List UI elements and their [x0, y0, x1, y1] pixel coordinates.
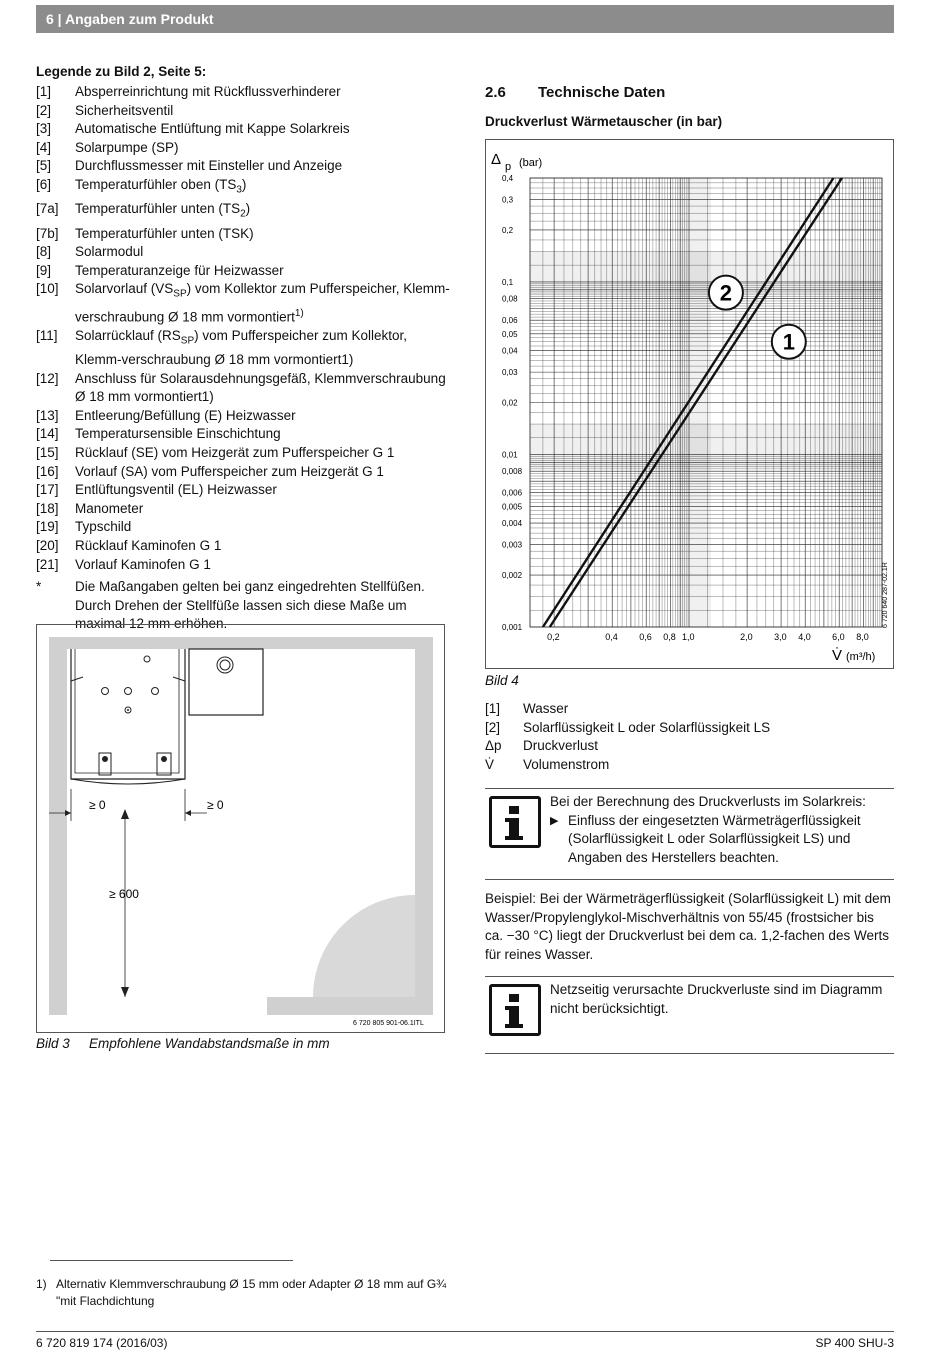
- legend-item-number: [3]: [36, 121, 52, 137]
- figure-4-legend-key: [1]: [485, 701, 501, 716]
- chart-y-tick-label: 0,06: [502, 316, 518, 326]
- legend-item: [36, 102, 456, 121]
- chart-y-axis-subscript: p: [505, 161, 512, 173]
- footnote-text: Alternativ Klemmverschraubung Ø 15 mm oder Adapter Ø 18 mm auf G¾ "mit Flachdichtung: [56, 1277, 447, 1308]
- legend-item: [36, 176, 456, 200]
- figure-3-caption-number: Bild 3: [36, 1036, 70, 1051]
- legend-item-number: [12]: [36, 370, 59, 386]
- legend-item: [36, 537, 456, 556]
- legend-note-mark: *: [36, 579, 42, 595]
- figure-3-code: 6 720 805 901-06.1ITL: [353, 1020, 424, 1027]
- chart-y-tick-label: 0,1: [502, 277, 514, 287]
- chart-grid-band: [677, 178, 711, 627]
- legend-item-text: Vorlauf Kaminofen G 1: [75, 556, 211, 572]
- info-intro-text: Bei der Berechnung des Druckverlusts im Solarkreis:: [550, 794, 866, 809]
- legend-item: [36, 200, 456, 224]
- chart-y-tick-label: 0,04: [502, 346, 518, 356]
- chart-x-tick-label: 0,8: [663, 632, 676, 642]
- figure-4-legend: [485, 700, 770, 774]
- footnote-mark: 1): [36, 1277, 47, 1291]
- legend-item-number: [18]: [36, 500, 59, 516]
- footnote-separator: [50, 1260, 293, 1261]
- chart-x-tick-label: 0,2: [547, 632, 560, 642]
- info-box-network-losses: [485, 976, 894, 1054]
- legend-item-text: Solarpumpe (SP): [75, 139, 179, 155]
- legend-item-number: [10]: [36, 281, 59, 297]
- bullet-triangle-icon: ▶: [550, 814, 559, 827]
- dim-left-label: ≥ 0: [89, 798, 106, 812]
- info-icon: [489, 796, 541, 848]
- footer-separator: [36, 1331, 894, 1332]
- legend-item-text: Rücklauf Kaminofen G 1: [75, 537, 222, 553]
- chart-series-label: 1: [782, 329, 795, 355]
- legend-item-number: [17]: [36, 482, 59, 498]
- legend-item: [36, 500, 456, 519]
- legend-item-number: [19]: [36, 519, 59, 535]
- legend-item-number: [4]: [36, 139, 52, 155]
- page-header: [36, 5, 894, 33]
- chart-y-tick-label: 0,006: [502, 488, 523, 498]
- legend-item-number: [6]: [36, 176, 52, 192]
- legend-item: [36, 243, 456, 262]
- info-network-text: Netzseitig verursachte Druckverluste sind im Diagramm nicht berücksichtigt.: [550, 982, 883, 1016]
- section-title: Technische Daten: [538, 84, 666, 101]
- figure-4-legend-value: Wasser: [523, 701, 569, 716]
- legend-title: Legende zu Bild 2, Seite 5:: [36, 64, 207, 79]
- chart-y-tick-label: 0,2: [502, 225, 514, 235]
- legend-item-number: [8]: [36, 244, 52, 260]
- legend-item: [36, 120, 456, 139]
- chart-x-tick-label: 3,0: [774, 632, 787, 642]
- chart-subtitle: Druckverlust Wärmetauscher (in bar): [485, 114, 723, 129]
- figure-4-legend-item: [485, 700, 770, 719]
- legend-item-number: [20]: [36, 537, 59, 553]
- legend-item: [36, 518, 456, 537]
- legend-item-number: [9]: [36, 262, 52, 278]
- legend-item-text: Automatische Entlüftung mit Kappe Solarkreis: [75, 121, 350, 137]
- section-number: 2.6: [485, 84, 506, 101]
- chart-y-tick-label: 0,001: [502, 623, 523, 632]
- legend-item-text: Temperatursensible Einschichtung: [75, 426, 281, 442]
- legend-item-text: Absperreinrichtung mit Rückflussverhinderer: [75, 84, 341, 99]
- figure-4-legend-key: [2]: [485, 719, 501, 735]
- legend-item-text: Temperaturfühler unten (TSK): [75, 225, 254, 241]
- legend-item-text: Solarrücklauf $(RS_{SP})$ vom Pufferspeicher zum Kollektor, Klemm-verschraubung Ø 18 mm vormontiert1): [75, 327, 407, 367]
- legend-item-text: Anschluss für Solarausdehnungsgefäß, Klemmverschraubung Ø 18 mm vormontiert1): [75, 370, 446, 405]
- figure-4-legend-item: [485, 719, 770, 738]
- legend-item: [36, 370, 456, 407]
- figure-3-wall-distance: [36, 624, 445, 1033]
- legend-item-text: Temperaturanzeige für Heizwasser: [75, 262, 284, 278]
- figure-4-legend-key: V̇: [485, 756, 495, 772]
- legend-list: [36, 83, 456, 634]
- legend-item-text: Sicherheitsventil: [75, 102, 174, 118]
- legend-item: [36, 463, 456, 482]
- chart-x-axis-unit: (m³/h): [846, 651, 876, 663]
- legend-item-number: [14]: [36, 426, 59, 442]
- info-icon: [489, 984, 541, 1036]
- chart-y-tick-label: 0,03: [502, 368, 518, 378]
- info-bullet: [550, 812, 894, 868]
- figure-4-legend-value: Druckverlust: [523, 738, 599, 754]
- legend-item-number: [13]: [36, 407, 59, 423]
- chart-y-tick-label: 0,02: [502, 398, 518, 408]
- footer-product-name: SP 400 SHU-3: [815, 1336, 894, 1350]
- legend-item-text: Manometer: [75, 500, 144, 516]
- legend-item-number: [2]: [36, 102, 52, 118]
- footnote: [36, 1276, 466, 1309]
- chart-drawing-code: 6 720 640 287-02.1R: [882, 562, 889, 628]
- chart-y-tick-label: 0,004: [502, 519, 523, 529]
- chart-series-label: 2: [719, 280, 733, 306]
- figure-4-legend-value: Volumenstrom: [523, 756, 610, 772]
- legend-item-number: [7a]: [36, 201, 59, 217]
- chart-y-tick-label: 0,005: [502, 502, 523, 512]
- legend-item: [36, 157, 456, 176]
- chart-y-axis-unit: (bar): [519, 157, 543, 169]
- dim-front-label: ≥ 600: [109, 887, 139, 901]
- chart-x-tick-label: 1,0: [682, 632, 695, 642]
- chart-x-tick-label: 0,6: [639, 632, 652, 642]
- legend-item-text: Vorlauf (SA) vom Pufferspeicher zum Heizgerät G 1: [75, 463, 384, 479]
- legend-item-number: [1]: [36, 84, 52, 99]
- figure-4-legend-value: Solarflüssigkeit L oder Solarflüssigkeit LS: [523, 719, 771, 735]
- legend-item-number: [5]: [36, 158, 52, 174]
- chart-y-tick-label: 0,3: [502, 195, 514, 205]
- pressure-loss-chart: [485, 139, 894, 669]
- legend-item: [36, 262, 456, 281]
- legend-item: [36, 425, 456, 444]
- legend-item-number: [7b]: [36, 225, 59, 241]
- legend-item: [36, 139, 456, 158]
- legend-item-number: [11]: [36, 327, 58, 343]
- pressure-loss-chart-svg: [486, 140, 893, 668]
- figure-4-caption: Bild 4: [485, 673, 519, 688]
- chart-y-tick-label: 0,4: [502, 174, 514, 183]
- legend-item-text: Durchflussmesser mit Einsteller und Anzeige: [75, 158, 343, 174]
- legend-item-number: [16]: [36, 463, 59, 479]
- legend-item: [36, 83, 456, 102]
- chart-y-tick-label: 0,003: [502, 540, 523, 550]
- dim-right-label: ≥ 0: [207, 798, 224, 812]
- wall-distance-drawing: [37, 625, 446, 1034]
- legend-item: [36, 225, 456, 244]
- chart-x-tick-label: 6,0: [832, 632, 845, 642]
- chart-y-tick-label: 0,08: [502, 294, 518, 304]
- legend-item: [36, 481, 456, 500]
- figure-4-legend-item: [485, 737, 770, 756]
- page-header-label: 6 | Angaben zum Produkt: [46, 11, 214, 27]
- chart-x-tick-label: 8,0: [856, 632, 869, 642]
- footer-document-number: 6 720 819 174 (2016/03): [36, 1336, 168, 1350]
- legend-item-text: Typschild: [75, 519, 132, 535]
- legend-item: [36, 327, 456, 370]
- legend-item: [36, 280, 456, 326]
- figure-4-legend-item: [485, 756, 770, 775]
- legend-item: [36, 407, 456, 426]
- chart-y-tick-label: 0,008: [502, 467, 523, 477]
- section-heading: [485, 84, 665, 101]
- chart-y-tick-label: 0,05: [502, 329, 518, 339]
- legend-item-text: Entlüftungsventil (EL) Heizwasser: [75, 482, 277, 498]
- chart-y-tick-label: 0,002: [502, 571, 523, 581]
- legend-item-text: Solarmodul: [75, 244, 144, 260]
- legend-item: [36, 556, 456, 575]
- legend-note-text: Die Maßangaben gelten bei ganz eingedrehten Stellfüßen. Durch Drehen der Stellfüße lassen sich diese Maße um maximal 12 mm erhöhen.: [75, 579, 425, 632]
- legend-item-text: Entleerung/Befüllung (E) Heizwasser: [75, 407, 296, 423]
- legend-item-text: Rücklauf (SE) vom Heizgerät zum Pufferspeicher G 1: [75, 444, 395, 460]
- chart-x-tick-label: 4,0: [798, 632, 811, 642]
- info-bullet-text: Einfluss der eingesetzten Wärmeträgerflüssigkeit (Solarflüssigkeit L oder Solarflüssigkeit LS) und Angaben des Herstellers beachten.: [568, 812, 861, 865]
- figure-3-caption-text: Empfohlene Wandabstandsmaße in mm: [89, 1036, 330, 1051]
- chart-y-axis-symbol: Δ: [491, 151, 502, 168]
- chart-x-tick-label: 0,4: [605, 632, 618, 642]
- figure-4-legend-key: Δp: [485, 738, 502, 754]
- legend-item-number: [21]: [36, 556, 59, 572]
- legend-item: [36, 444, 456, 463]
- example-paragraph: Beispiel: Bei der Wärmeträgerflüssigkeit (Solarflüssigkeit L) mit dem Wasser/Propylenglykol-Mischverhältnis von 55/45 (frostsicher bis ca. −30 °C) liegt der Druckverlust bei dem ca. 1,2-fachen des Werts für reines Wasser.: [485, 891, 891, 962]
- legend-item-number: [15]: [36, 444, 59, 460]
- chart-y-tick-label: 0,01: [502, 450, 518, 460]
- info-box-solar-circuit: [485, 788, 894, 880]
- chart-x-tick-label: 2,0: [740, 632, 753, 642]
- legend-item-text: Solarvorlauf $(VS_{SP})$ vom Kollektor zum Pufferspeicher, Klemm-verschraubung Ø 18 mm vormontiert$^{1)}$: [75, 281, 450, 325]
- legend-item-text: Temperaturfühler unten $(TS_2)$: [75, 201, 251, 220]
- legend-item-text: Temperaturfühler oben $(TS_3)$: [75, 176, 247, 196]
- chart-x-axis-symbol: V̇: [832, 647, 843, 664]
